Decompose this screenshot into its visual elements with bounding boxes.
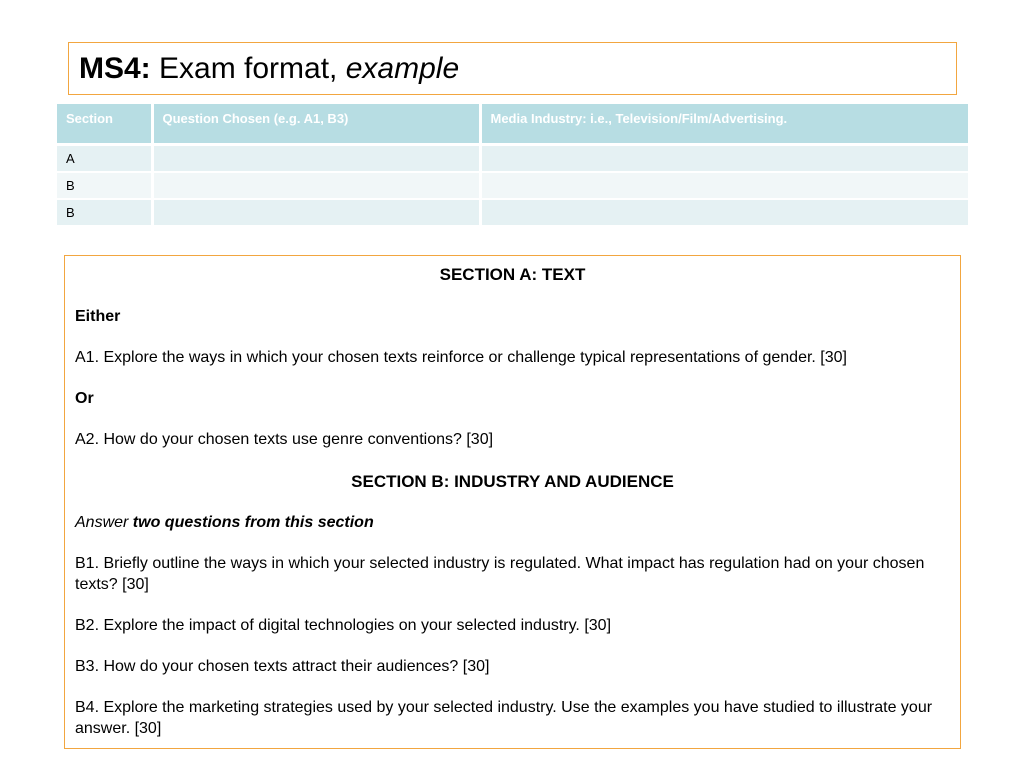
title-prefix: MS4:: [79, 52, 151, 85]
cell-industry[interactable]: [480, 199, 968, 226]
table-row: [57, 172, 968, 199]
cell-industry[interactable]: [480, 144, 968, 172]
section-b-heading: SECTION B: INDUSTRY AND AUDIENCE: [351, 472, 674, 491]
header-media-industry: Media Industry: i.e., Television/Film/Advertising.: [480, 104, 968, 144]
or-label: Or: [75, 390, 94, 407]
question-a2: A2. How do your chosen texts use genre conventions? [30]: [75, 431, 494, 448]
header-question-chosen: Question Chosen (e.g. A1, B3): [152, 104, 480, 144]
cell-question[interactable]: [152, 199, 480, 226]
section-a-heading: SECTION A: TEXT: [439, 265, 586, 284]
cell-section[interactable]: B: [57, 199, 152, 226]
cell-question[interactable]: [152, 144, 480, 172]
question-b3: B3. How do your chosen texts attract their audiences? [30]: [75, 658, 490, 675]
table-row: [57, 199, 968, 226]
cell-section[interactable]: B: [57, 172, 152, 199]
question-b1: B1. Briefly outline the ways in which your selected industry is regulated. What impact has regulation had on your chosen texts? [30]: [75, 555, 925, 593]
table-row: [57, 144, 968, 172]
question-a1: A1. Explore the ways in which your chosen texts reinforce or challenge typical representations of gender. [30]: [75, 349, 847, 366]
question-b4: B4. Explore the marketing strategies used by your selected industry. Use the examples you have studied to illustrate your answer. [30]: [75, 699, 933, 737]
answer-rest: two questions from this section: [128, 514, 374, 531]
cell-question[interactable]: [152, 172, 480, 199]
exam-format-table: [57, 104, 968, 227]
cell-section[interactable]: A: [57, 144, 152, 172]
answer-prefix: Answer: [75, 514, 129, 531]
cell-industry[interactable]: [480, 172, 968, 199]
header-section: Section: [57, 104, 152, 144]
slide-title: [68, 42, 957, 95]
title-main: Exam format,: [150, 52, 346, 85]
question-b2: B2. Explore the impact of digital technologies on your selected industry. [30]: [75, 617, 612, 634]
exam-questions-box: [64, 255, 961, 749]
table-header-row: [57, 104, 968, 144]
title-emphasis: example: [345, 52, 460, 85]
answer-instruction: [75, 512, 950, 533]
either-label: Either: [75, 308, 121, 325]
